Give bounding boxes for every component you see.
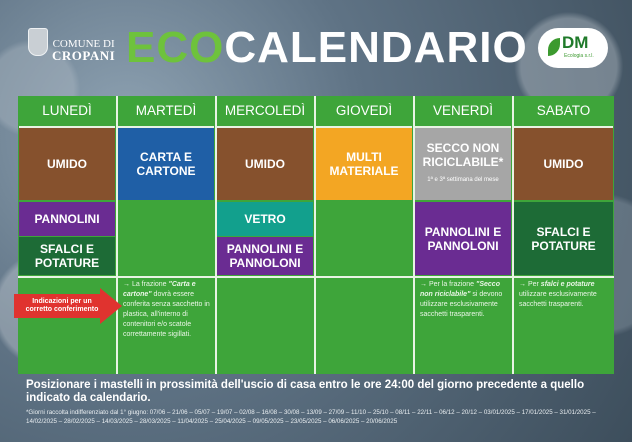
- header: [0, 0, 632, 92]
- cell-wednesday-umido: UMIDO: [217, 128, 313, 200]
- row-divider: [18, 276, 614, 278]
- cell-saturday-umido: UMIDO: [514, 128, 613, 200]
- column-tuesday: [117, 96, 215, 374]
- title-rest: CALENDARIO: [224, 23, 528, 72]
- column-thursday: [315, 96, 413, 374]
- cell-monday-sfalci: SFALCI E POTATURE: [19, 237, 115, 275]
- dm-logo: [538, 28, 608, 68]
- note-saturday: → Per sfalci e potature utilizzare esclusivamente sacchetti trasparenti.: [519, 281, 597, 308]
- column-divider: [413, 96, 415, 374]
- cell-saturday-sfalci: SFALCI E POTATURE: [514, 202, 613, 275]
- cell-monday-pannolini: PANNOLINI: [19, 202, 115, 236]
- logo-subtitle: Ecologia s.r.l.: [564, 53, 594, 59]
- column-divider: [116, 96, 118, 374]
- cell-thursday-multi: MULTI MATERIALE: [316, 128, 412, 200]
- page-title: [126, 24, 528, 72]
- comune-label: [52, 38, 115, 62]
- title-eco: ECO: [126, 23, 225, 72]
- column-monday: [18, 96, 116, 374]
- secco-frequency: 1ª e 3ª settimana del mese: [427, 177, 499, 183]
- day-header-tuesday: MARTEDÌ: [118, 96, 214, 128]
- arrow-label: Indicazioni per un corretto conferimento: [25, 298, 99, 313]
- column-wednesday: [216, 96, 314, 374]
- crest-icon: [28, 28, 48, 56]
- column-divider: [512, 96, 514, 374]
- cell-monday-umido: UMIDO: [19, 128, 115, 200]
- column-friday: [414, 96, 512, 374]
- day-header-monday: LUNEDÌ: [19, 96, 115, 128]
- secco-label: SECCO NON RICICLABILE*: [422, 141, 504, 169]
- day-header-wednesday: MERCOLEDÌ: [217, 96, 313, 128]
- day-header-friday: VENERDÌ: [415, 96, 511, 128]
- note-friday: → Per la frazione "Secco non riciclabile" si devono utilizzare esclusivamente sacchetti trasparenti.: [420, 281, 503, 318]
- footer-dates: *Giorni raccolta indifferenziato dal 1° giugno: 07/06 – 21/06 – 05/07 – 19/07 – 02/08 – 16/08 – 30/08 – 13/09 – 27/09 – 11/10 – 25/10 – 08/11 – 22/11 – 06/12 – 20/12 – 03/01/2025 – 17/01/2025 – 31/01/2025 – 14/02/2025 – 28/02/2025 – 14/03/2025 – 28/03/2025 – 11/04/2025 – 25/04/2025 – 09/05/2025 – 23/05/2025 – 06/06/2025 – 20/06/2025: [26, 409, 596, 425]
- logo-text: DM: [562, 33, 589, 52]
- indicazioni-arrow: [14, 288, 122, 324]
- comune-line1: COMUNE DI: [52, 38, 115, 50]
- cell-friday-secco: [415, 128, 511, 200]
- column-saturday: [513, 96, 614, 374]
- note-tuesday: → La frazione "Carta e cartone" dovrà essere conferita senza sacchetto in plastica, all'interno di contenitori e/o scatole correttamente sigillati.: [123, 281, 210, 338]
- cell-friday-pannolini: PANNOLINI E PANNOLONI: [415, 202, 511, 275]
- day-header-saturday: SABATO: [514, 96, 613, 128]
- leaf-icon: [548, 38, 560, 56]
- footer-instructions: Posizionare i mastelli in prossimità dell'uscio di casa entro le ore 24:00 del giorno precedente a quello indicato da calendario.: [26, 379, 585, 404]
- calendar-board: [18, 96, 614, 374]
- column-divider: [215, 96, 217, 374]
- comune-line2: CROPANI: [52, 48, 116, 63]
- cell-tuesday-carta: CARTA E CARTONE: [118, 128, 214, 200]
- cell-wednesday-vetro: VETRO: [217, 202, 313, 236]
- day-header-thursday: GIOVEDÌ: [316, 96, 412, 128]
- column-divider: [314, 96, 316, 374]
- cell-wednesday-pannolini: PANNOLINI E PANNOLONI: [217, 237, 313, 275]
